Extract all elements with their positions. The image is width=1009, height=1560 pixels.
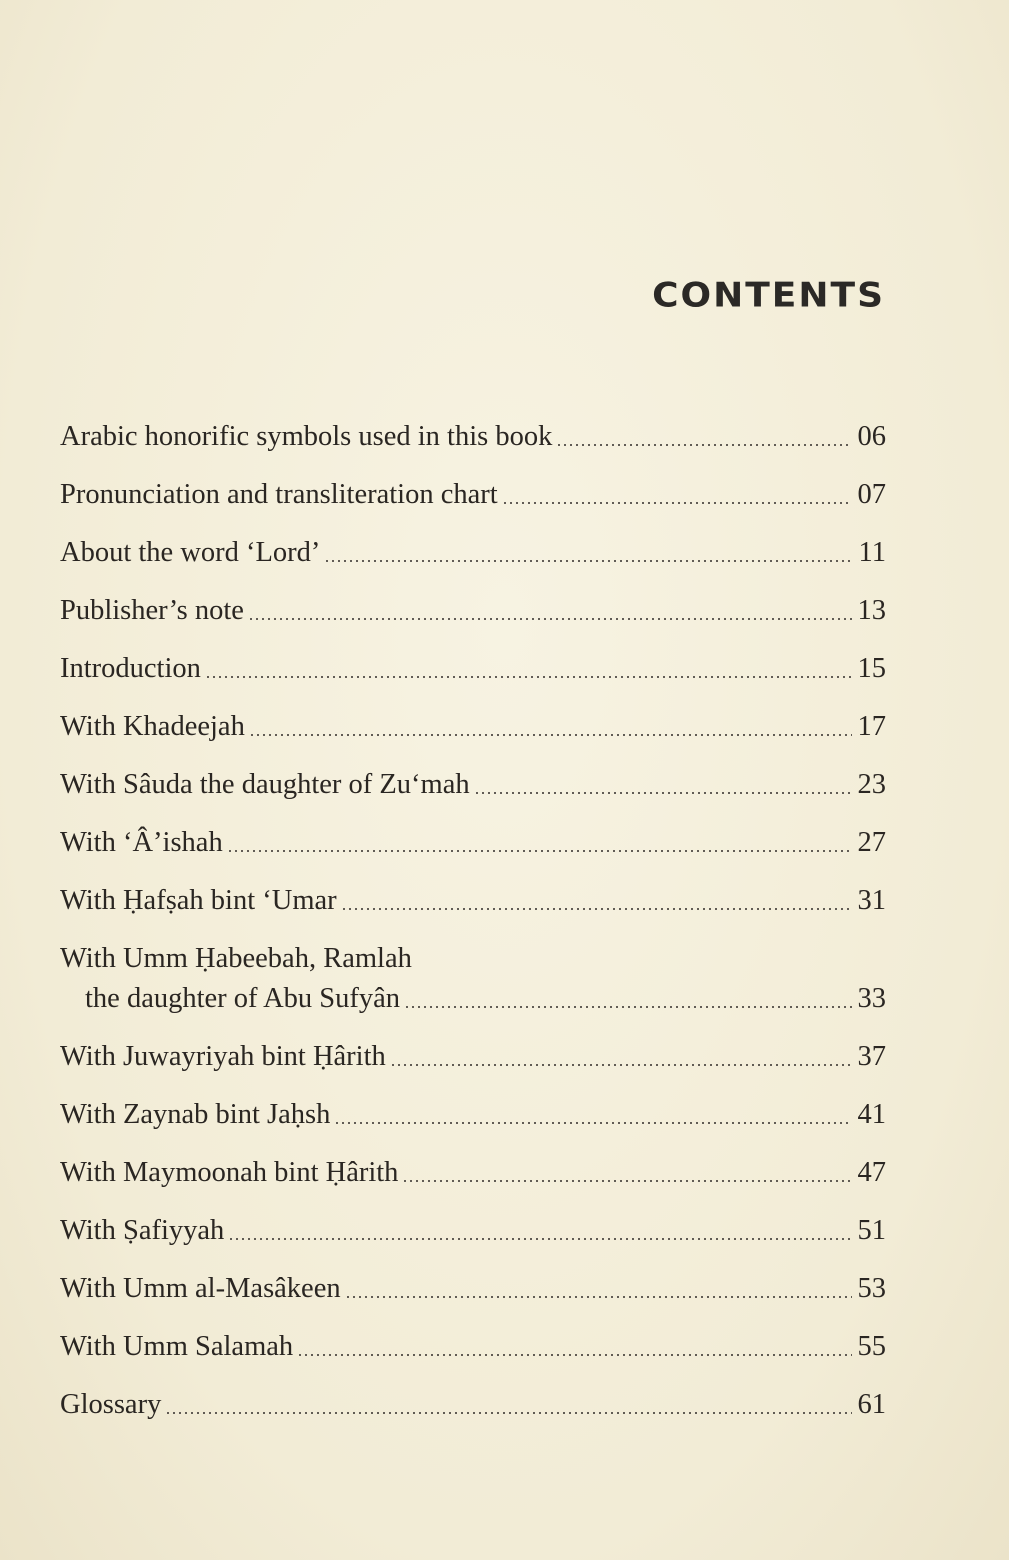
dot-leader xyxy=(297,1353,851,1357)
toc-page-number: 23 xyxy=(857,769,886,800)
toc-page-number: 31 xyxy=(857,885,886,916)
toc-page-number: 13 xyxy=(857,595,886,626)
toc-entry xyxy=(60,1153,886,1211)
dot-leader xyxy=(249,733,852,737)
toc-entry xyxy=(60,765,886,823)
toc-entry-label: Introduction xyxy=(60,653,201,684)
dot-leader xyxy=(227,849,852,853)
toc-entry-label: Glossary xyxy=(60,1389,162,1420)
toc-entry xyxy=(60,1211,886,1269)
dot-leader xyxy=(205,675,852,679)
toc-entry xyxy=(60,591,886,649)
toc-page-number: 15 xyxy=(857,653,886,684)
toc-page-number: 27 xyxy=(857,827,886,858)
toc-entry xyxy=(60,823,886,881)
dot-leader xyxy=(556,443,851,447)
toc-entry xyxy=(60,649,886,707)
dot-leader xyxy=(474,791,852,795)
toc-page-number: 41 xyxy=(857,1099,886,1130)
toc-entry xyxy=(60,417,886,475)
toc-page-number: 47 xyxy=(857,1157,886,1188)
toc-entry-label: Arabic honorific symbols used in this book xyxy=(60,421,553,452)
dot-leader xyxy=(324,559,852,563)
toc-entry-label: About the word ‘Lord’ xyxy=(60,537,321,568)
toc-entry xyxy=(60,707,886,765)
toc-page-number: 11 xyxy=(858,537,886,568)
toc-entry-label: With Umm Salamah xyxy=(60,1331,294,1362)
table-of-contents xyxy=(60,417,886,1443)
dot-leader xyxy=(404,1005,851,1009)
toc-entry xyxy=(60,1385,886,1443)
toc-entry-label: With Umm Ḥabeebah, Ramlah xyxy=(60,943,412,974)
toc-entry-label: With Juwayriyah bint Ḥârith xyxy=(60,1041,386,1072)
dot-leader xyxy=(502,501,852,505)
toc-page-number: 55 xyxy=(857,1331,886,1362)
toc-page-number: 61 xyxy=(857,1389,886,1420)
toc-entry-label: With Khadeejah xyxy=(60,711,245,742)
toc-entry xyxy=(60,533,886,591)
dot-leader xyxy=(341,907,852,911)
toc-entry xyxy=(60,881,886,939)
toc-entry xyxy=(60,1037,886,1095)
toc-entry-label: With ‘Â’ishah xyxy=(60,827,223,858)
toc-page-number: 17 xyxy=(857,711,886,742)
toc-page-number: 51 xyxy=(857,1215,886,1246)
toc-entry-label: Publisher’s note xyxy=(60,595,244,626)
toc-entry-label: With Sâuda the daughter of Zu‘mah xyxy=(60,769,470,800)
toc-entry-label: With Maymoonah bint Ḥârith xyxy=(60,1157,399,1188)
dot-leader xyxy=(345,1295,852,1299)
toc-entry-label: With Umm al-Masâkeen xyxy=(60,1273,341,1304)
toc-entry-label: With Ḥafṣah bint ‘Umar xyxy=(60,885,337,916)
toc-page-number: 37 xyxy=(857,1041,886,1072)
toc-entry xyxy=(60,1095,886,1153)
toc-entry xyxy=(60,939,886,1037)
page-title: CONTENTS xyxy=(652,276,885,315)
toc-entry-label: With Ṣafiyyah xyxy=(60,1215,225,1246)
toc-page-number: 53 xyxy=(857,1273,886,1304)
dot-leader xyxy=(390,1063,852,1067)
dot-leader xyxy=(334,1121,851,1125)
toc-entry-label-continued: the daughter of Abu Sufyân xyxy=(85,983,401,1014)
toc-entry xyxy=(60,1327,886,1385)
toc-entry-label: Pronunciation and transliteration chart xyxy=(60,479,498,510)
dot-leader xyxy=(248,617,852,621)
toc-entry xyxy=(60,475,886,533)
dot-leader xyxy=(228,1237,851,1241)
dot-leader xyxy=(165,1411,851,1415)
toc-page-number: 07 xyxy=(857,479,886,510)
toc-page-number: 33 xyxy=(857,983,886,1014)
toc-entry-label: With Zaynab bint Jaḥsh xyxy=(60,1099,331,1130)
toc-page-number: 06 xyxy=(857,421,886,452)
dot-leader xyxy=(402,1179,851,1183)
toc-entry xyxy=(60,1269,886,1327)
